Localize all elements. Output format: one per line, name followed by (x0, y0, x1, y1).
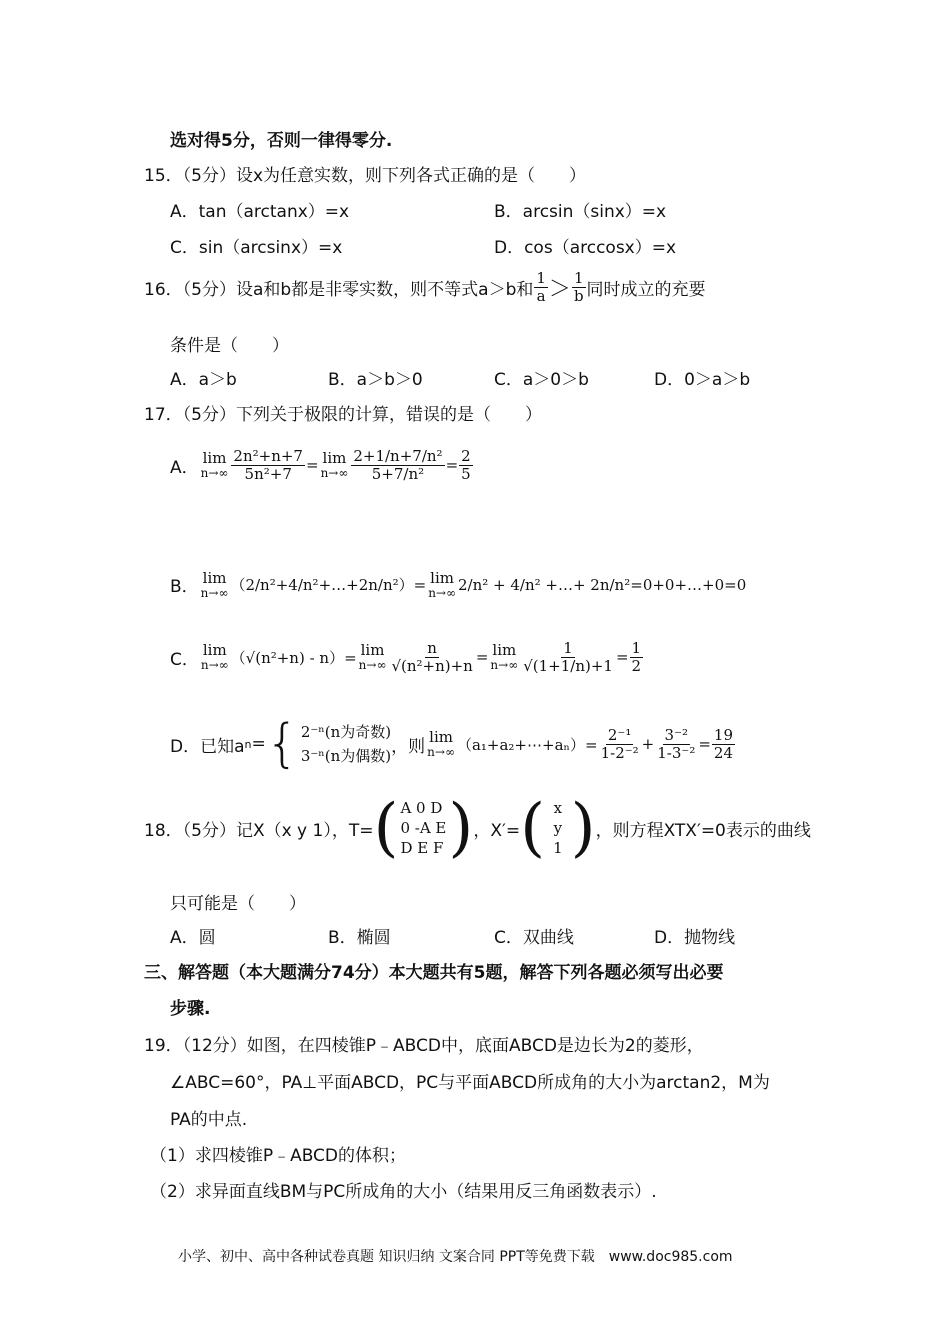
q17-b-result: =0+0+…+0=0 (630, 575, 747, 594)
lim-text: lim (430, 569, 454, 587)
q15-option-a: A．tan（arctanx）=x (170, 202, 350, 222)
q17-option-d (170, 714, 736, 774)
q17-c-expr: （√(n²+n) - n）= (230, 648, 357, 667)
q17-c-label: C． (170, 649, 199, 670)
q17-d-case1: 2⁻ⁿ(n为奇数) (300, 723, 392, 741)
page-footer: 小学、初中、高中各种试卷真题 知识归纳 文案合同 PPT等免费下载 www.doc985.com (178, 1249, 733, 1265)
lim-text: lim (360, 641, 385, 660)
frac-num: 1 (563, 639, 573, 657)
frac-num: 2+1/n+7/n² (353, 447, 443, 465)
q17-d-case2: 3⁻ⁿ(n为偶数) (300, 747, 392, 765)
left-paren-icon: ( (520, 791, 546, 865)
q17-b-lim2 (428, 570, 456, 600)
q18-stem-2: 只可能是（ ） (170, 894, 306, 914)
q19-part-2: （2）求异面直线BM与PC所成角的大小（结果用反三角函数表示）. (150, 1182, 657, 1202)
q17-b-lim (201, 570, 229, 600)
q17-a-label: A． (170, 457, 199, 478)
frac-den: √(n²+n)+n (391, 656, 473, 675)
q16-f2-num: 1 (573, 269, 584, 287)
lim-sub: n→∞ (428, 585, 456, 600)
q17-c-frac1 (389, 640, 474, 674)
q17-a-lim1 (201, 450, 229, 480)
q18-option-a: A．圆 (170, 928, 216, 948)
frac-den: 5n²+7 (244, 464, 292, 483)
q16-stem (144, 270, 706, 304)
equals: = (475, 648, 489, 666)
q18-pre: 18．（5分）记X（x y 1），T= (144, 820, 374, 841)
q17-d-lim (427, 729, 455, 759)
q19-line-3: PA的中点. (170, 1110, 248, 1130)
q16-option-c: C．a＞0＞b (494, 370, 589, 390)
q17-d-mid: ，则 (391, 736, 426, 757)
q16-stem-2: 条件是（ ） (170, 336, 289, 356)
q15-option-b: B．arcsin（sinx）=x (494, 202, 667, 222)
frac-den: 1-2⁻² (600, 743, 639, 762)
frac-den: 5+7/n² (371, 464, 425, 483)
frac-num: 1 (631, 639, 642, 657)
equals: = (445, 456, 459, 474)
q17-option-b (170, 570, 746, 600)
lim-text: lim (429, 728, 453, 747)
frac-den: 5 (461, 464, 471, 483)
lim-text: lim (202, 569, 227, 587)
lim-sub: n→∞ (200, 657, 229, 672)
matrix-row: 0 -A E (400, 818, 447, 837)
q17-d-result (712, 727, 735, 761)
q16-option-d: D．0＞a＞b (654, 370, 751, 390)
q19-line-2: ∠ABC=60°，PA⊥平面ABCD，PC与平面ABCD所成角的大小为arctan2，M为 (170, 1073, 770, 1093)
q18-matrix-t (373, 791, 474, 865)
q18-stem (144, 791, 811, 865)
q17-c-frac2 (521, 640, 615, 674)
frac-num: 19 (713, 726, 734, 744)
q18-option-d: D．抛物线 (654, 928, 736, 948)
right-paren-icon: ) (448, 791, 474, 865)
q16-pre: 16．（5分）设a和b都是非零实数，则不等式a＞b和 (144, 279, 534, 300)
q17-b-label: B． (170, 577, 199, 598)
q15-stem: 15．（5分）设x为任意实数，则下列各式正确的是（ ） (144, 166, 587, 186)
q16-option-a: A．a＞b (170, 370, 237, 390)
q17-d-frac2 (655, 727, 697, 761)
q17-d-expr: （a₁+a₂+⋯+aₙ）= (456, 735, 598, 754)
q18-option-b: B．椭圆 (328, 928, 391, 948)
q18-post: ，则方程XTX′=0表示的曲线 (595, 820, 811, 841)
lim-text: lim (202, 641, 227, 660)
q18-vector-x (520, 791, 596, 865)
q17-a-frac1 (231, 448, 305, 482)
left-paren-icon: ( (373, 791, 399, 865)
q17-a-lim2 (321, 450, 349, 480)
q17-option-a (170, 448, 474, 482)
left-brace-icon: { (265, 714, 299, 774)
q17-d-eq: = (251, 734, 266, 754)
q19-line-1: 19．（12分）如图，在四棱锥P﹣ABCD中，底面ABCD是边长为2的菱形， (144, 1036, 704, 1056)
q16-f1-num: 1 (536, 269, 546, 287)
q17-a-result (459, 448, 473, 482)
frac-den: 1-3⁻² (657, 743, 696, 762)
q17-b-terms: 2/n² + 4/n² +…+ 2n/n² (457, 575, 631, 594)
lim-sub: n→∞ (490, 657, 519, 672)
q15-option-c: C．sin（arcsinx）=x (170, 238, 343, 258)
vector-row: y (553, 818, 563, 837)
frac-den: √(1+1/n)+1 (523, 656, 613, 675)
q18-option-c: C．双曲线 (494, 928, 574, 948)
q19-part-1: （1）求四棱锥P﹣ABCD的体积； (150, 1146, 407, 1166)
matrix-row: A 0 D (400, 798, 443, 817)
q17-c-lim2 (359, 642, 387, 672)
lim-text: lim (202, 449, 227, 468)
section-3-heading: 三、解答题（本大题满分74分）本大题共有5题，解答下列各题必须写出必要 (144, 963, 724, 983)
q15-option-d: D．cos（arccosx）=x (494, 238, 677, 258)
equals: = (305, 456, 319, 474)
frac-num: 2n²+n+7 (233, 447, 303, 465)
lim-sub: n→∞ (320, 465, 349, 480)
section-3-heading-2: 步骤. (170, 999, 211, 1019)
q16-frac-1a (534, 270, 548, 304)
q17-option-c (170, 640, 644, 674)
matrix-row: D E F (400, 839, 444, 858)
q16-gt: ＞ (548, 276, 571, 302)
lim-sub: n→∞ (200, 465, 229, 480)
lim-sub: n→∞ (200, 585, 229, 600)
vector-row: 1 (553, 839, 563, 858)
q17-d-sub: n (244, 737, 252, 751)
q16-f2-den: b (573, 286, 584, 305)
q17-c-lim (201, 642, 229, 672)
q17-stem: 17．（5分）下列关于极限的计算，错误的是（ ） (144, 405, 542, 425)
equals: = (698, 735, 711, 753)
lim-sub: n→∞ (427, 744, 455, 759)
frac-num: 2⁻¹ (607, 726, 632, 744)
q17-d-plus: + (641, 735, 655, 753)
q16-post: 同时成立的充要 (586, 279, 706, 300)
q16-f1-den: a (536, 286, 546, 305)
q18-mid: ，X′= (473, 820, 521, 841)
frac-den: 24 (713, 743, 734, 762)
equals: = (615, 648, 629, 666)
frac-num: 3⁻² (664, 726, 689, 744)
q17-d-cases (301, 720, 391, 768)
q17-c-result (630, 640, 644, 674)
q17-a-frac2 (351, 448, 444, 482)
q17-c-lim3 (490, 642, 518, 672)
right-paren-icon: ) (570, 791, 596, 865)
vector-row: x (553, 798, 563, 817)
frac-num: n (427, 639, 437, 657)
frac-den: 2 (631, 656, 642, 675)
q17-d-frac1 (599, 727, 641, 761)
q16-option-b: B．a＞b＞0 (328, 370, 423, 390)
lim-text: lim (322, 449, 347, 468)
lim-sub: n→∞ (358, 657, 387, 672)
intro-text: 选对得5分，否则一律得零分. (170, 131, 393, 151)
q17-b-expr: （2/n²+4/n²+…+2n/n²）= (230, 576, 427, 595)
frac-num: 2 (461, 447, 471, 465)
lim-text: lim (492, 641, 517, 660)
q16-frac-1b (572, 270, 586, 304)
q17-d-label: D．已知a (170, 736, 245, 757)
